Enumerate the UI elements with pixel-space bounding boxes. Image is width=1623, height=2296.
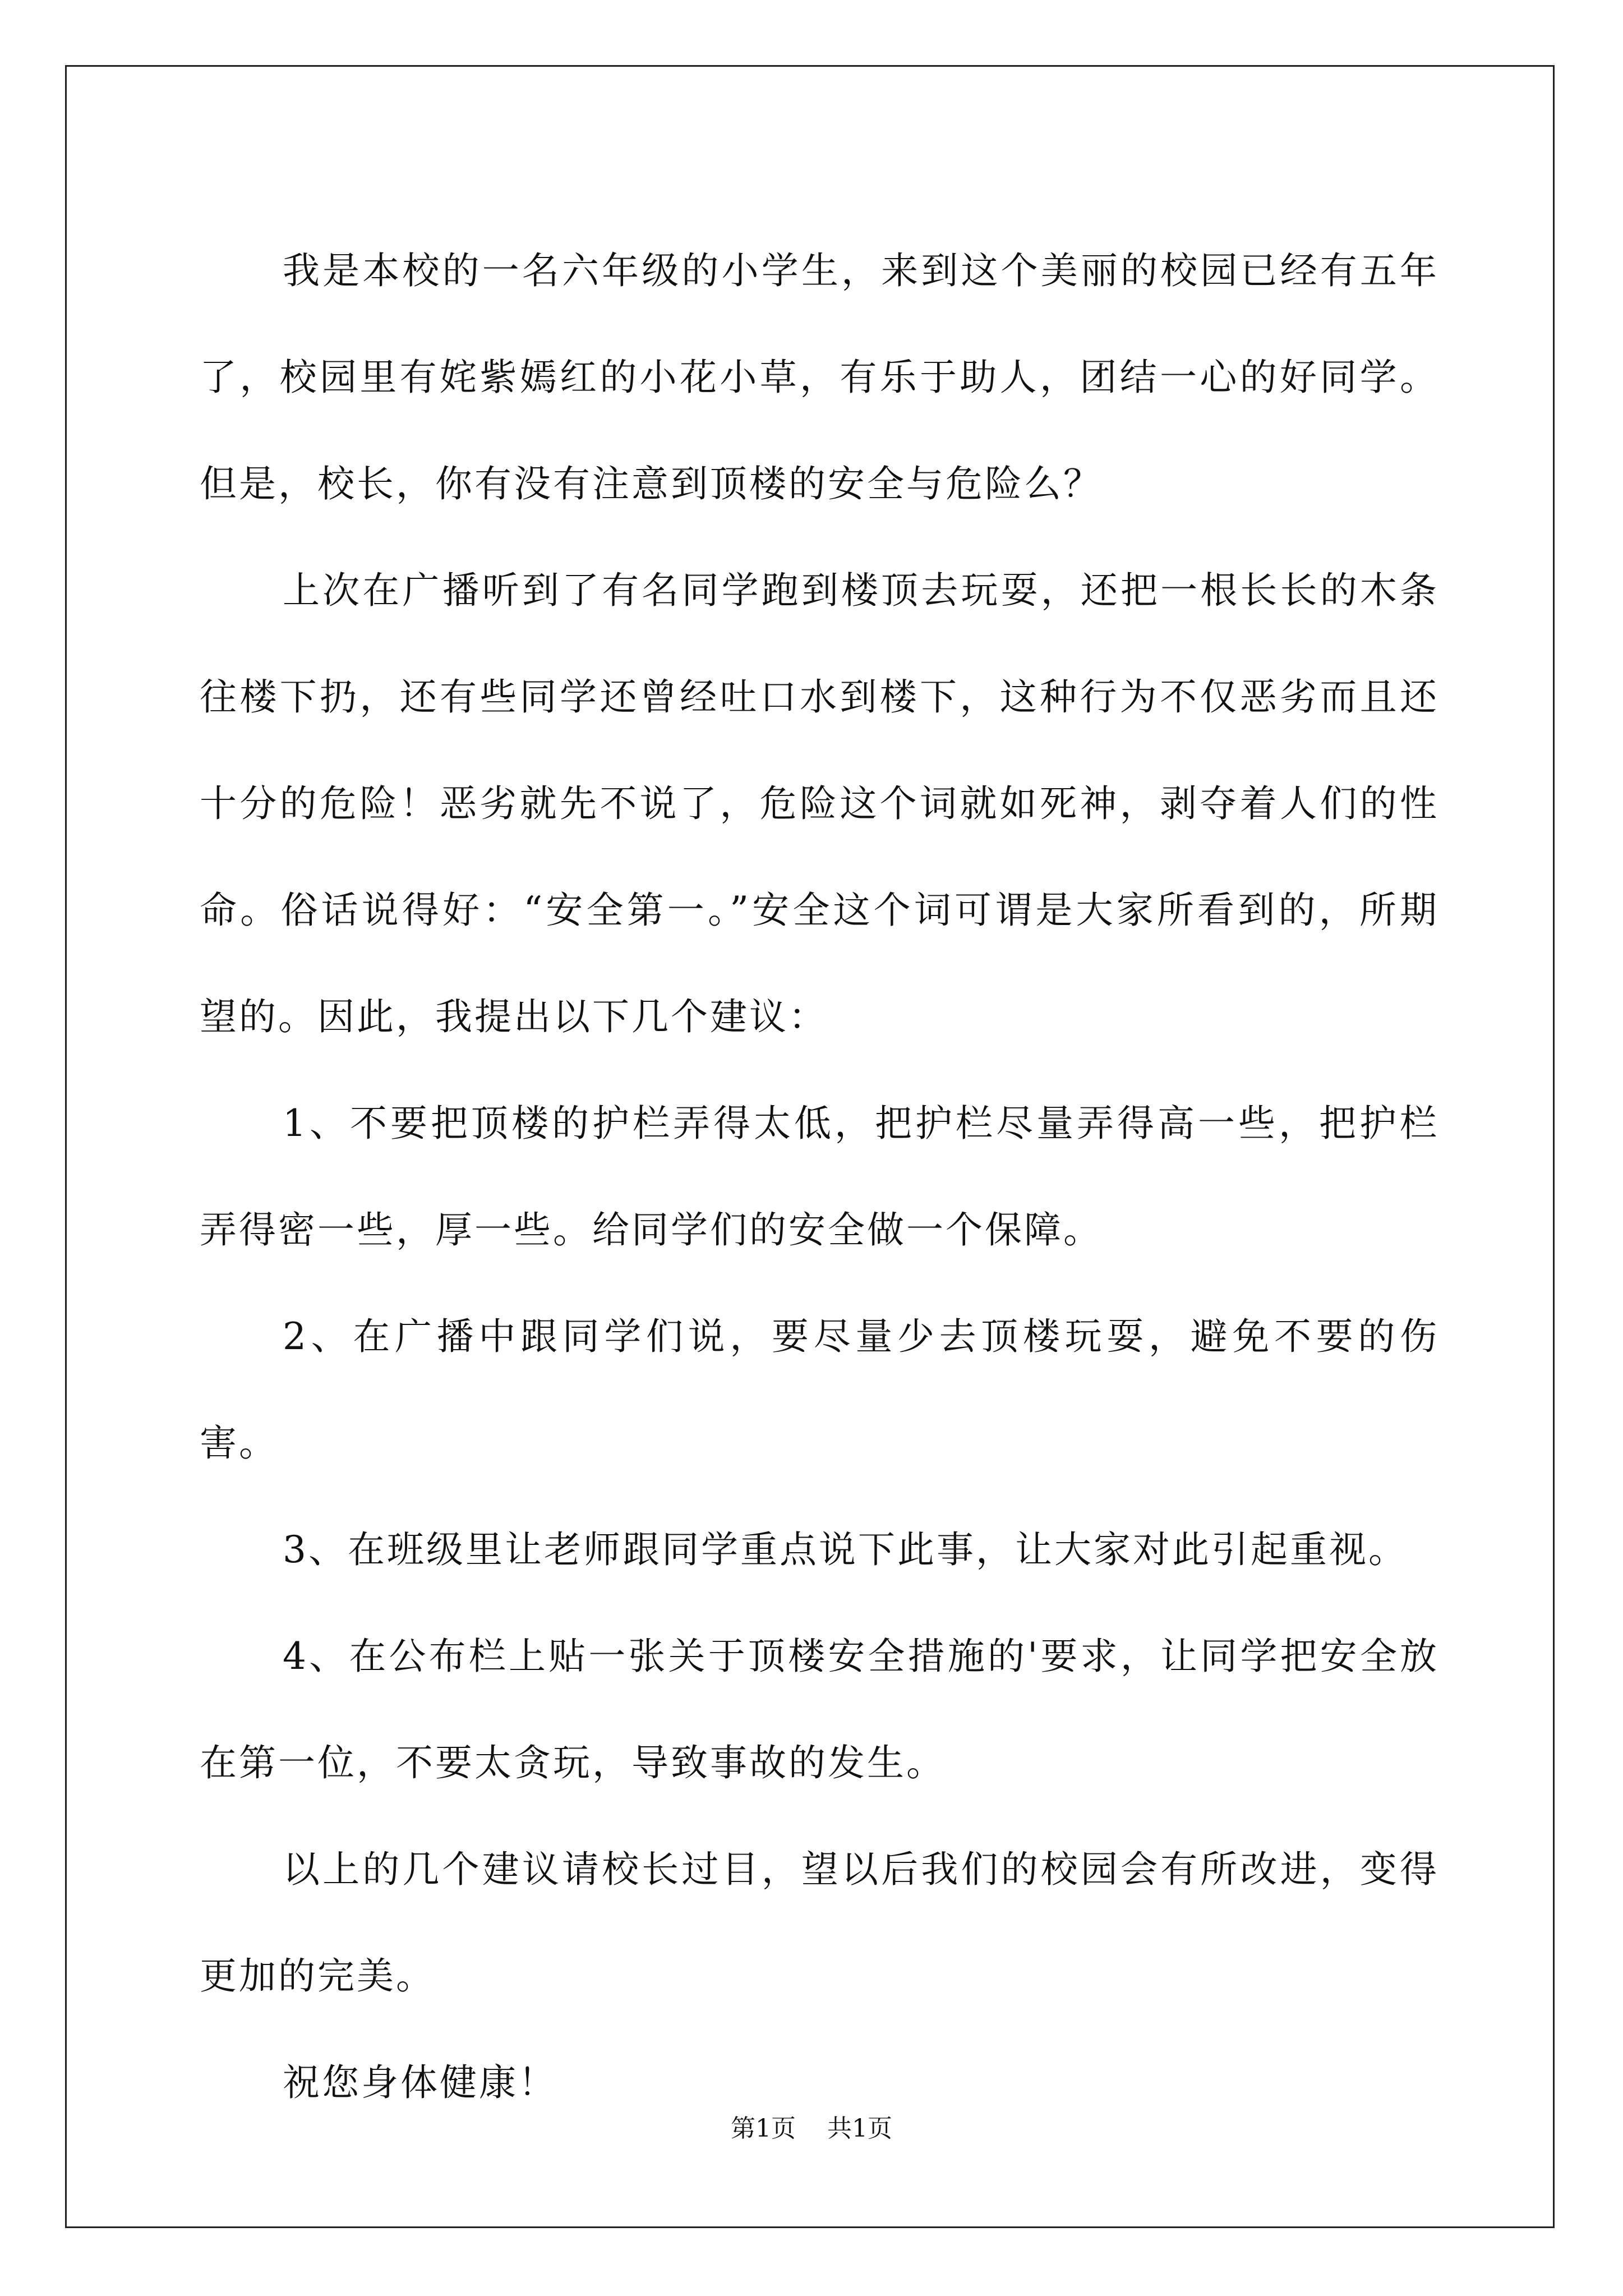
page-footer [0,2115,1623,2143]
suggestion-1: 1、不要把顶楼的护栏弄得太低，把护栏尽量弄得高一些，把护栏弄得密一些，厚一些。给同学们的安全做一个保障。 [200,1102,1439,1251]
page-number-current: 第1页 [731,2114,796,2143]
suggestion-3: 3、在班级里让老师跟同学重点说下此事，让大家对此引起重视。 [283,1528,1408,1571]
suggestion-4: 4、在公布栏上贴一张关于顶楼安全措施的'要求，让同学把安全放在第一位，不要太贪玩，导致事故的发生。 [200,1635,1439,1784]
paragraph-wish: 祝您身体健康！ [283,2061,557,2104]
paragraph-closing: 以上的几个建议请校长过目，望以后我们的校园会有所改进，变得更加的完美。 [200,1848,1439,1998]
suggestion-2: 2、在广播中跟同学们说，要尽量少去顶楼玩耍，避免不要的伤害。 [200,1315,1439,1465]
paragraph-danger: 上次在广播听到了有名同学跑到楼顶去玩耍，还把一根长长的木条往楼下扔，还有些同学还曾经吐口水到楼下，这种行为不仅恶劣而且还十分的危险！恶劣就先不说了，危险这个词就如死神，剥夺着人们的性命。俗话说得好：“安全第一。”安全这个词可谓是大家所看到的，所期望的。因此，我提出以下几个建议： [200,569,1439,1038]
document-body [200,218,1439,2136]
paragraph-intro: 我是本校的一名六年级的小学生，来到这个美丽的校园已经有五年了，校园里有姹紫嫣红的小花小草，有乐于助人，团结一心的好同学。但是，校长，你有没有注意到顶楼的安全与危险么？ [200,249,1439,505]
page-number-total: 共1页 [827,2114,892,2143]
